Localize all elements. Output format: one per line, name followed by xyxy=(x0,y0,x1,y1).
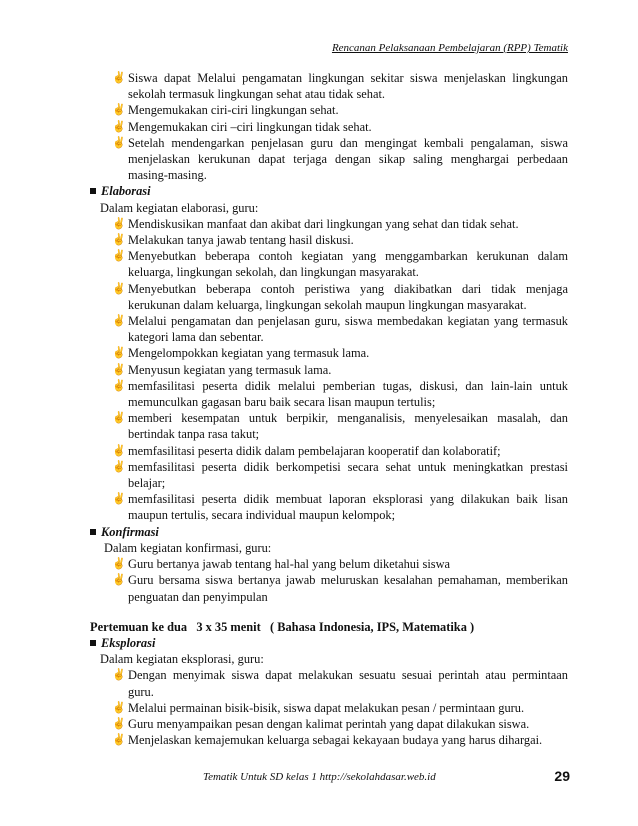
list-item-text: Guru menyampaikan pesan dengan kalimat perintah yang dapat dilakukan siswa. xyxy=(128,716,530,731)
list-item xyxy=(112,102,568,118)
list-item xyxy=(112,216,568,232)
running-header: Rencanan Pelaksanaan Pembelajaran (RPP) Tematik xyxy=(331,42,568,54)
list-item-text: memberi kesempatan untuk berpikir, menganalisis, menyelesaikan masalah, dan bertindak tanpa rasa takut; xyxy=(128,411,568,442)
list-item-text: Mendiskusikan manfaat dan akibat dari lingkungan yang sehat dan tidak sehat. xyxy=(128,216,519,231)
list-item-text: Mengemukakan ciri-ciri lingkungan sehat. xyxy=(128,103,339,118)
hand-bullet-icon: ✌ xyxy=(112,669,126,682)
konfirmasi-list xyxy=(90,556,568,605)
list-item-text: Menyebutkan beberapa contoh peristiwa yang diakibatkan dari tidak menjaga kerukunan dalam keluarga, lingkungan sekolah maupun lingkungan masyarakat. xyxy=(128,281,568,312)
hand-bullet-icon: ✌ xyxy=(112,734,126,747)
hand-bullet-icon: ✌ xyxy=(112,250,126,263)
square-bullet-icon xyxy=(90,529,96,535)
hand-bullet-icon: ✌ xyxy=(112,136,126,149)
list-item-text: Dengan menyimak siswa dapat melakukan sesuatu sesuai perintah atau permintaan guru. xyxy=(128,668,568,699)
footer-text: Tematik Untuk SD kelas 1 http://sekolahdasar.web.id xyxy=(203,771,436,783)
hand-bullet-icon: ✌ xyxy=(112,315,126,328)
list-item xyxy=(112,281,568,313)
list-item xyxy=(112,556,568,572)
list-item-text: Melalui permainan bisik-bisik, siswa dapat melakukan pesan / permintaan guru. xyxy=(128,700,525,715)
hand-bullet-icon: ✌ xyxy=(112,717,126,730)
section-intro: Dalam kegiatan eksplorasi, guru: xyxy=(100,652,264,667)
list-item-text: Menyusun kegiatan yang termasuk lama. xyxy=(128,362,332,377)
list-item xyxy=(112,410,568,442)
section-heading-konfirmasi xyxy=(90,524,568,540)
hand-bullet-icon: ✌ xyxy=(112,72,126,84)
hand-bullet-icon: ✌ xyxy=(112,701,126,714)
list-item xyxy=(112,572,568,604)
hand-bullet-icon: ✌ xyxy=(112,234,126,247)
list-item xyxy=(112,345,568,361)
hand-bullet-icon: ✌ xyxy=(112,444,126,457)
list-item-text: memfasilitasi peserta didik berkompetisi secara sehat untuk meningkatkan prestasi belajar; xyxy=(128,459,568,491)
list-item-text: memfasilitasi peserta didik dalam pembelajaran kooperatif dan kolaboratif; xyxy=(128,443,501,458)
list-item-text: Melakukan tanya jawab tentang hasil diskusi. xyxy=(128,233,354,248)
list-item xyxy=(112,135,568,184)
list-item xyxy=(112,443,568,459)
list-item-text: Setelah mendengarkan penjelasan guru dan mengingat kembali pengalaman, siswa menjelaskan kerukunan dapat terjaga dengan sikap saling menghargai perbedaan masing-masing. xyxy=(128,135,568,183)
section-heading-elaborasi xyxy=(90,183,568,199)
list-item-text: memfasilitasi peserta didik melalui pemberian tugas, diskusi, dan lain-lain untuk memunculkan gagasan baru baik secara lisan maupun tertulis; xyxy=(128,378,568,410)
eksplorasi-list xyxy=(90,667,568,748)
section-intro: Dalam kegiatan elaborasi, guru: xyxy=(100,200,259,215)
top-activity-list xyxy=(90,70,568,183)
page-content xyxy=(90,70,568,748)
list-item-text: Mengemukakan ciri –ciri lingkungan tidak sehat. xyxy=(128,119,372,134)
list-item-text: memfasilitasi peserta didik membuat laporan eksplorasi yang dilakukan baik lisan maupun tertulis, secara individual maupun kelompok; xyxy=(128,492,568,523)
list-item xyxy=(112,378,568,410)
list-item-text: Guru bertanya jawab tentang hal-hal yang belum diketahui siswa xyxy=(128,557,451,572)
hand-bullet-icon: ✌ xyxy=(112,493,126,506)
hand-bullet-icon: ✌ xyxy=(112,574,126,587)
list-item xyxy=(112,119,568,135)
square-bullet-icon xyxy=(90,640,96,646)
hand-bullet-icon: ✌ xyxy=(112,379,126,392)
list-item xyxy=(112,362,568,378)
section-intro: Dalam kegiatan konfirmasi, guru: xyxy=(104,540,272,555)
elaborasi-list xyxy=(90,216,568,524)
list-item-text: Menjelaskan kemajemukan keluarga sebagai kekayaan budaya yang harus dihargai. xyxy=(128,733,543,748)
list-item-text: Menyebutkan beberapa contoh kegiatan yang menggambarkan kerukunan dalam keluarga, lingkungan sekolah, dan lingkungan masyarakat. xyxy=(128,249,568,280)
hand-bullet-icon: ✌ xyxy=(112,558,126,571)
section-heading-text: Elaborasi xyxy=(101,184,151,199)
list-item xyxy=(112,232,568,248)
list-item xyxy=(112,491,568,523)
list-item xyxy=(112,667,568,699)
list-item xyxy=(112,248,568,280)
list-item xyxy=(112,459,568,491)
hand-bullet-icon: ✌ xyxy=(112,363,126,376)
list-item-text: Guru bersama siswa bertanya jawab meluruskan kesalahan pemahaman, memberikan penguatan dan penyimpulan xyxy=(128,573,568,604)
section-heading-text: Konfirmasi xyxy=(101,524,159,539)
list-item-text: Siswa dapat Melalui pengamatan lingkungan sekitar siswa menjelaskan lingkungan sekolah termasuk lingkungan sehat atau tidak sehat. xyxy=(128,71,568,102)
list-item xyxy=(112,70,568,102)
hand-bullet-icon: ✌ xyxy=(112,217,126,230)
list-item xyxy=(112,716,568,732)
list-item xyxy=(112,700,568,716)
hand-bullet-icon: ✌ xyxy=(112,104,126,117)
page-number: 29 xyxy=(554,768,570,784)
hand-bullet-icon: ✌ xyxy=(112,282,126,295)
section-heading-text: Eksplorasi xyxy=(101,635,156,650)
meeting-heading: Pertemuan ke dua 3 x 35 menit ( Bahasa Indonesia, IPS, Matematika ) xyxy=(90,619,475,634)
list-item xyxy=(112,732,568,748)
section-heading-eksplorasi xyxy=(90,635,568,651)
list-item-text: Melalui pengamatan dan penjelasan guru, siswa membedakan kegiatan yang termasuk kategori lama dan sebentar. xyxy=(128,314,568,345)
hand-bullet-icon: ✌ xyxy=(112,460,126,473)
list-item xyxy=(112,313,568,345)
list-item-text: Mengelompokkan kegiatan yang termasuk lama. xyxy=(128,346,370,361)
hand-bullet-icon: ✌ xyxy=(112,120,126,133)
hand-bullet-icon: ✌ xyxy=(112,412,126,425)
square-bullet-icon xyxy=(90,188,96,194)
hand-bullet-icon: ✌ xyxy=(112,347,126,360)
